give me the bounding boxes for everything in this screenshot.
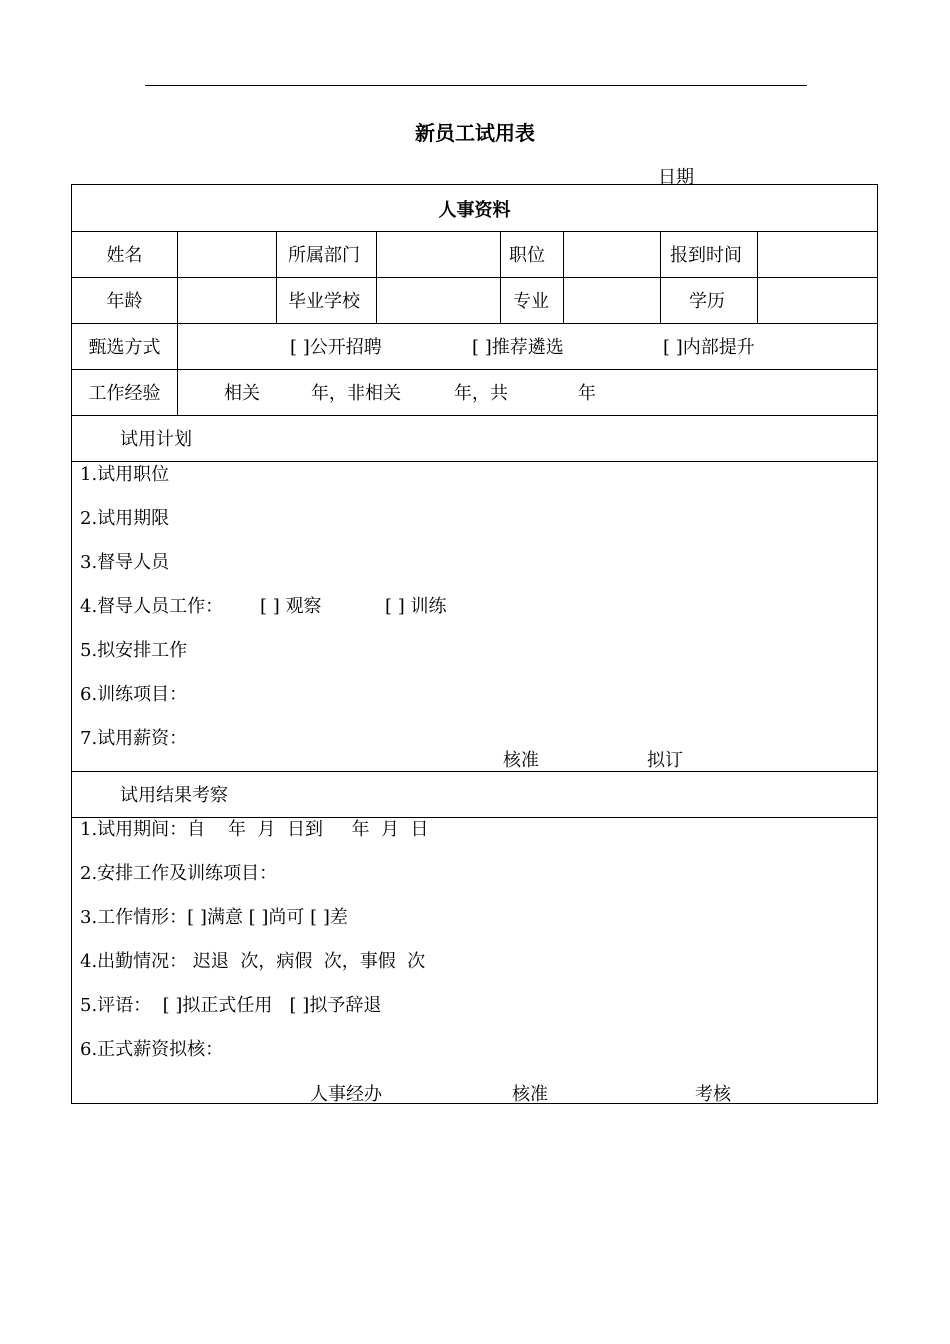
col-divider: [276, 231, 277, 323]
plan-item-period: 2.试用期限: [80, 508, 170, 529]
row-divider: [72, 817, 877, 818]
header-rule: [145, 85, 807, 86]
work-experience-label: 工作经验: [88, 383, 161, 404]
col-divider: [500, 231, 501, 323]
col-divider: [757, 231, 758, 323]
selection-internal-checkbox[interactable]: [ ]内部提升: [663, 337, 755, 358]
row-divider: [72, 369, 877, 370]
result-item-period: 1.试用期间：自 年 月 日到 年 月 日: [80, 819, 429, 840]
date-label: 日期: [658, 167, 694, 188]
col-divider: [563, 231, 564, 323]
plan-sign-approve: 核准: [503, 750, 539, 771]
department-label: 所属部门: [288, 245, 360, 266]
plan-item-training: 6.训练项目：: [80, 684, 188, 705]
plan-item-work: 5.拟安排工作: [80, 640, 188, 661]
selection-method-label: 甄选方式: [88, 337, 161, 358]
result-sign-hr: 人事经办: [310, 1084, 382, 1105]
result-item-attendance: 4.出勤情况： 迟退 次，病假 次，事假 次: [80, 951, 426, 972]
plan-item-supervisor-work: 4.督导人员工作：: [80, 596, 224, 617]
result-sign-review: 考核: [695, 1084, 731, 1105]
row-divider: [72, 461, 877, 462]
experience-nonrelated-label: 年，非相关: [311, 383, 401, 404]
selection-public-checkbox[interactable]: [ ]公开招聘: [290, 337, 382, 358]
plan-item-position: 1.试用职位: [80, 464, 170, 485]
school-label: 毕业学校: [288, 291, 360, 312]
experience-year-label: 年: [578, 383, 596, 404]
selection-recommend-checkbox[interactable]: [ ]推荐遴选: [472, 337, 564, 358]
row-divider: [72, 771, 877, 772]
plan-sign-draft: 拟订: [647, 750, 683, 771]
experience-related-label: 相关: [224, 383, 260, 404]
trial-form-table: [71, 184, 878, 1104]
col-divider: [376, 231, 377, 323]
personnel-section-title: 人事资料: [438, 200, 511, 221]
report-time-label: 报到时间: [670, 245, 742, 266]
col-divider: [177, 231, 178, 323]
trial-plan-title: 试用计划: [120, 429, 192, 450]
col-divider: [660, 231, 661, 323]
row-divider: [72, 415, 877, 416]
plan-item-supervisor: 3.督导人员: [80, 552, 170, 573]
result-item-performance: 3.工作情形：[ ]满意 [ ]尚可 [ ]差: [80, 907, 348, 928]
trial-result-title: 试用结果考察: [120, 785, 228, 806]
result-sign-approve: 核准: [512, 1084, 548, 1105]
supervisor-observe-checkbox[interactable]: [ ] 观察: [260, 596, 322, 617]
row-divider: [72, 323, 877, 324]
age-label: 年龄: [106, 291, 143, 312]
education-label: 学历: [689, 291, 725, 312]
name-label: 姓名: [106, 245, 143, 266]
plan-item-salary: 7.试用薪资：: [80, 728, 188, 749]
supervisor-train-checkbox[interactable]: [ ] 训练: [385, 596, 447, 617]
position-label: 职位: [509, 245, 545, 266]
experience-total-label: 年，共: [454, 383, 508, 404]
result-item-salary: 6.正式薪资拟核：: [80, 1039, 224, 1060]
result-item-work: 2.安排工作及训练项目：: [80, 863, 278, 884]
page-title: 新员工试用表: [415, 121, 535, 145]
col-divider: [177, 323, 178, 415]
major-label: 专业: [513, 291, 549, 312]
result-item-comment: 5.评语： [ ]拟正式任用 [ ]拟予辞退: [80, 995, 382, 1016]
